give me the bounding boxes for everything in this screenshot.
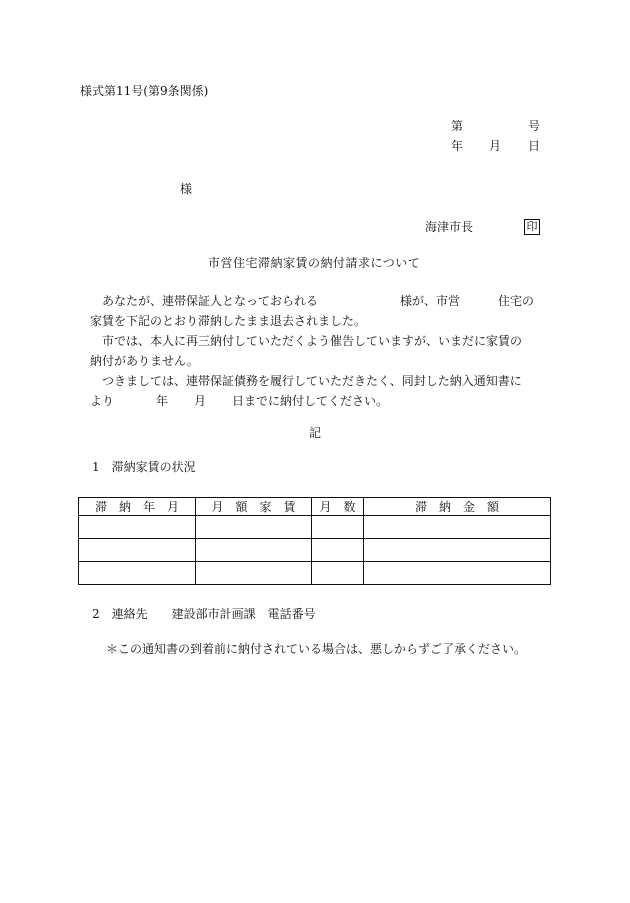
body-paragraph-3 <box>90 371 552 411</box>
p3-text-line2-d: 日までに納付してください。 <box>232 394 389 408</box>
notice-note: ＊この通知書の到着前に納付されている場合は、悪しからずご了承ください。 <box>106 642 527 656</box>
date-day: 日 <box>528 139 541 153</box>
section2-department: 建設部市計画課 <box>171 607 256 621</box>
p3-text-line2-b: 年 <box>156 394 169 408</box>
arrears-table <box>78 497 551 585</box>
col-header-monthly-rent: 月 額 家 賃 <box>196 498 312 516</box>
section2-phone-label: 電話番号 <box>267 607 316 621</box>
section1-heading: 1 滞納家賃の状況 <box>92 460 196 474</box>
table-cell <box>79 516 196 539</box>
p1-text-c: 住宅の <box>498 294 535 308</box>
col-header-arrears-amount: 滞 納 金 額 <box>364 498 551 516</box>
table-cell <box>364 539 551 562</box>
col-header-arrears-month: 滞 納 年 月 <box>79 498 196 516</box>
p2-text-line2: 納付がありません。 <box>90 354 199 368</box>
p3-text-line2-a: より <box>90 394 115 408</box>
p1-text-a: あなたが、連帯保証人となっておられる <box>102 294 319 308</box>
addressee-honorific: 様 <box>180 182 193 196</box>
document-title: 市営住宅滞納家賃の納付請求について <box>208 256 421 270</box>
table-cell <box>364 562 551 585</box>
p3-text-line2-c: 月 <box>194 394 207 408</box>
form-number: 様式第11号(第9条関係) <box>80 84 209 98</box>
table-row <box>79 516 551 539</box>
col-header-months: 月 数 <box>312 498 364 516</box>
table-cell <box>312 516 364 539</box>
table-row <box>79 539 551 562</box>
table-cell <box>364 516 551 539</box>
table-cell <box>312 562 364 585</box>
date-month: 月 <box>489 139 502 153</box>
section2-label: 連絡先 <box>111 607 148 621</box>
p2-text-line1: 市では、本人に再三納付していただくよう催告していますが、いまだに家賃の <box>102 334 523 348</box>
table-header-row <box>79 498 551 516</box>
table-cell <box>196 562 312 585</box>
ki-heading: 記 <box>309 426 322 440</box>
table-cell <box>312 539 364 562</box>
doc-number-suffix: 号 <box>528 119 541 133</box>
section2-line <box>92 608 316 620</box>
body-paragraph-1 <box>90 291 552 331</box>
section2-number: 2 <box>92 607 100 621</box>
doc-number-prefix: 第 <box>451 119 464 133</box>
table-cell <box>196 516 312 539</box>
table-cell <box>196 539 312 562</box>
table-cell <box>79 539 196 562</box>
date-year: 年 <box>451 139 464 153</box>
sender-title: 海津市長 <box>425 220 474 234</box>
p1-text-b: 様が、市営 <box>400 294 461 308</box>
p1-text-line2: 家賃を下記のとおり滞納したまま退去されました。 <box>90 314 367 328</box>
body-paragraph-2 <box>90 331 552 371</box>
seal-box: 印 <box>524 219 540 235</box>
p3-text-line1: つきましては、連帯保証債務を履行していただきたく、同封した納入通知書に <box>102 374 522 388</box>
table-cell <box>79 562 196 585</box>
table-row <box>79 562 551 585</box>
